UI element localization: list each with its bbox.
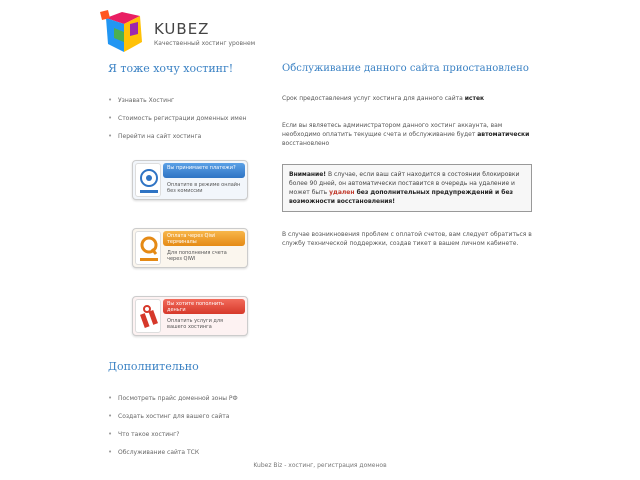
admin-text: Если вы являетесь администратором данного хостинг аккаунта, вам необходимо оплатить текущие счета и обслуживание будет xyxy=(282,122,503,138)
card-head: Вы хотите пополнить деньги xyxy=(163,299,245,314)
logo-cube-icon xyxy=(100,8,150,58)
warning-text-2: без дополнительных предупреждений и без возможности восстановления! xyxy=(289,189,514,205)
admin-end: восстановлено xyxy=(282,140,330,147)
brand-name: KUBEZ xyxy=(154,20,210,38)
link[interactable]: Что такое хостинг? xyxy=(118,431,180,438)
card-head: Вы принимаете платежи? xyxy=(163,163,245,178)
list-item[interactable] xyxy=(108,395,278,402)
additional-links xyxy=(108,395,278,456)
additional-title: Дополнительно xyxy=(108,360,199,373)
support-paragraph: В случае возникновения проблем с оплатой счетов, вам следует обратиться в службу технической поддержки, создав тикет в вашем личном кабинете. xyxy=(282,231,532,247)
link[interactable]: Перейти на сайт хостинга xyxy=(118,133,202,140)
left-links xyxy=(108,97,268,140)
warning-box xyxy=(282,164,532,212)
link[interactable]: Стоимость регистрации доменных имен xyxy=(118,115,247,122)
list-item[interactable] xyxy=(108,115,268,122)
expiry-bold: истек xyxy=(464,95,485,102)
list-item[interactable] xyxy=(108,413,278,420)
qiwi-icon xyxy=(135,231,161,265)
expiry-text: Срок предоставления услуг хостинга для данного сайта xyxy=(282,95,465,102)
link[interactable]: Обслуживание сайта ТСК xyxy=(118,449,200,456)
main-content xyxy=(282,62,532,248)
warning-red: удален xyxy=(329,189,355,196)
page-title: Обслуживание данного сайта приостановлено xyxy=(282,63,529,74)
card-body: Оплатите в режиме онлайн без комиссии xyxy=(167,182,241,194)
list-item[interactable] xyxy=(108,431,278,438)
brand-logo[interactable] xyxy=(100,8,270,58)
expiry-paragraph xyxy=(282,94,532,103)
payment-card-qiwi[interactable] xyxy=(132,228,248,268)
brand-tagline: Качественный хостинг уровнем xyxy=(154,40,256,47)
webmoney-icon xyxy=(135,163,161,197)
card-head: Оплата через Qiwi терминалы xyxy=(163,231,245,246)
admin-bold: автоматически xyxy=(477,131,530,138)
list-item[interactable] xyxy=(108,449,278,456)
additional-section xyxy=(108,360,278,467)
list-item[interactable] xyxy=(108,97,268,104)
payment-card-webmoney[interactable] xyxy=(132,160,248,200)
footer: Kubez Biz - хостинг, регистрация доменов xyxy=(253,462,387,469)
card-body: Оплатить услуги для вашего хостинга xyxy=(167,318,224,330)
list-item[interactable] xyxy=(108,133,268,140)
link[interactable]: Посмотреть прайс доменной зоны РФ xyxy=(118,395,238,402)
card-body: Для пополнения счета через QIWI xyxy=(167,250,227,262)
warning-text-1: В случае, если ваш сайт находится в состоянии блокировки более 90 дней, он автоматически поставится в очередь на удаление и может быть xyxy=(289,171,520,196)
admin-paragraph xyxy=(282,121,532,148)
payment-card-gift[interactable] xyxy=(132,296,248,336)
gift-icon xyxy=(135,299,161,333)
warning-label: Внимание! xyxy=(289,171,327,178)
left-title: Я тоже хочу хостинг! xyxy=(108,62,234,75)
left-section xyxy=(108,62,268,151)
link[interactable]: Узнавать Хостинг xyxy=(118,97,175,104)
link[interactable]: Создать хостинг для вашего сайта xyxy=(118,413,230,420)
